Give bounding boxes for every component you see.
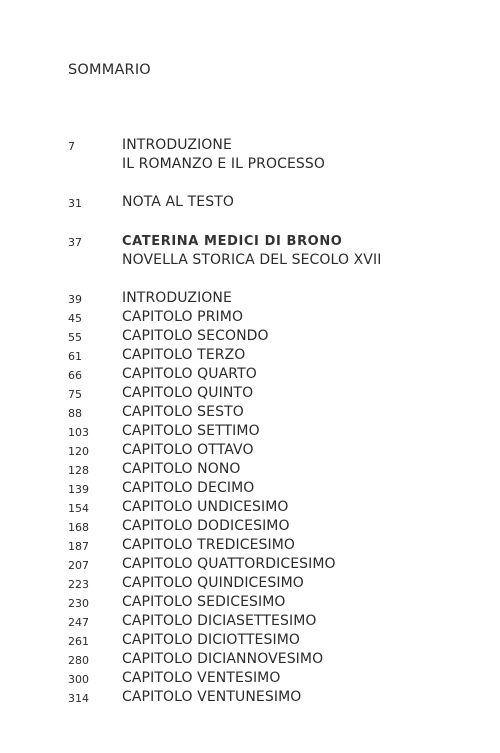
toc-page-number: 300 <box>68 673 89 686</box>
toc-entry-title: CAPITOLO DICIASETTESIMO <box>122 613 317 629</box>
toc-entry <box>0 136 500 155</box>
toc-page-number: 37 <box>68 236 82 249</box>
toc-page-number: 75 <box>68 388 82 401</box>
toc-page-number: 247 <box>68 616 89 629</box>
toc-page-number: 187 <box>68 540 89 553</box>
toc-entry-title: CAPITOLO QUATTORDICESIMO <box>122 556 336 572</box>
toc-page-number: 230 <box>68 597 89 610</box>
toc-entry-title: NOTA AL TESTO <box>122 194 234 210</box>
toc-entry-subtitle: IL ROMANZO E IL PROCESSO <box>122 156 325 172</box>
toc-entry-title: CAPITOLO SESTO <box>122 404 244 420</box>
toc-page-number: 66 <box>68 369 82 382</box>
toc-page-number: 120 <box>68 445 89 458</box>
toc-entry-title: CAPITOLO TERZO <box>122 347 246 363</box>
toc-entry <box>0 536 500 555</box>
toc-page-number: 39 <box>68 293 82 306</box>
toc-page-number: 7 <box>68 140 75 153</box>
toc-entry <box>0 479 500 498</box>
toc-entry-title: CAPITOLO QUINDICESIMO <box>122 575 304 591</box>
toc-entry-title: CAPITOLO DICIANNOVESIMO <box>122 651 324 667</box>
toc-entry <box>0 441 500 460</box>
toc-entry <box>0 631 500 650</box>
toc-entry-title: CAPITOLO VENTESIMO <box>122 670 281 686</box>
toc-entry-title: CAPITOLO SEDICESIMO <box>122 594 286 610</box>
toc-work-title: CATERINA MEDICI DI BRONO <box>122 234 343 249</box>
toc-entry <box>0 555 500 574</box>
toc-entry <box>0 422 500 441</box>
toc-entry <box>0 365 500 384</box>
toc-page-number: 223 <box>68 578 89 591</box>
toc-entry <box>0 155 500 174</box>
toc-entry <box>0 232 500 251</box>
toc-entry <box>0 612 500 631</box>
toc-entry-title: CAPITOLO SETTIMO <box>122 423 260 439</box>
toc-entry <box>0 289 500 308</box>
toc-entry-title: INTRODUZIONE <box>122 137 232 153</box>
toc-work-subtitle: NOVELLA STORICA DEL SECOLO XVII <box>122 252 382 268</box>
toc-entry <box>0 574 500 593</box>
toc-entry <box>0 308 500 327</box>
toc-page-number: 61 <box>68 350 82 363</box>
toc-page-number: 168 <box>68 521 89 534</box>
toc-entry <box>0 593 500 612</box>
toc-page-number: 207 <box>68 559 89 572</box>
toc-entry-title: CAPITOLO NONO <box>122 461 241 477</box>
toc-page-number: 261 <box>68 635 89 648</box>
toc-entry-title: CAPITOLO VENTUNESIMO <box>122 689 302 705</box>
toc-heading: SOMMARIO <box>68 62 151 78</box>
toc-entry-title: CAPITOLO SECONDO <box>122 328 269 344</box>
toc-entry <box>0 650 500 669</box>
toc-entry <box>0 403 500 422</box>
toc-page-number: 154 <box>68 502 89 515</box>
toc-entry-title: CAPITOLO QUARTO <box>122 366 257 382</box>
toc-entry-title: CAPITOLO OTTAVO <box>122 442 254 458</box>
toc-entry-title: INTRODUZIONE <box>122 290 232 306</box>
toc-page-number: 280 <box>68 654 89 667</box>
toc-entry-title: CAPITOLO DECIMO <box>122 480 255 496</box>
toc-entry-title: CAPITOLO TREDICESIMO <box>122 537 296 553</box>
toc-entry <box>0 251 500 270</box>
toc-entry-title: CAPITOLO QUINTO <box>122 385 254 401</box>
toc-entry-title: CAPITOLO DICIOTTESIMO <box>122 632 301 648</box>
toc-entry <box>0 498 500 517</box>
toc-page-number: 31 <box>68 197 82 210</box>
toc-page-number: 128 <box>68 464 89 477</box>
toc-entry <box>0 193 500 212</box>
toc-entry <box>0 517 500 536</box>
toc-page-number: 88 <box>68 407 82 420</box>
toc-entry-title: CAPITOLO PRIMO <box>122 309 244 325</box>
toc-entry <box>0 327 500 346</box>
toc-page-number: 103 <box>68 426 89 439</box>
toc-entry-title: CAPITOLO DODICESIMO <box>122 518 290 534</box>
toc-page-number: 139 <box>68 483 89 496</box>
toc-page-number: 55 <box>68 331 82 344</box>
toc-entry <box>0 346 500 365</box>
toc-page-number: 314 <box>68 692 89 705</box>
toc-entry <box>0 384 500 403</box>
toc-entry <box>0 688 500 707</box>
toc-entry <box>0 669 500 688</box>
toc-entry-title: CAPITOLO UNDICESIMO <box>122 499 289 515</box>
toc-page-number: 45 <box>68 312 82 325</box>
toc-entry <box>0 460 500 479</box>
